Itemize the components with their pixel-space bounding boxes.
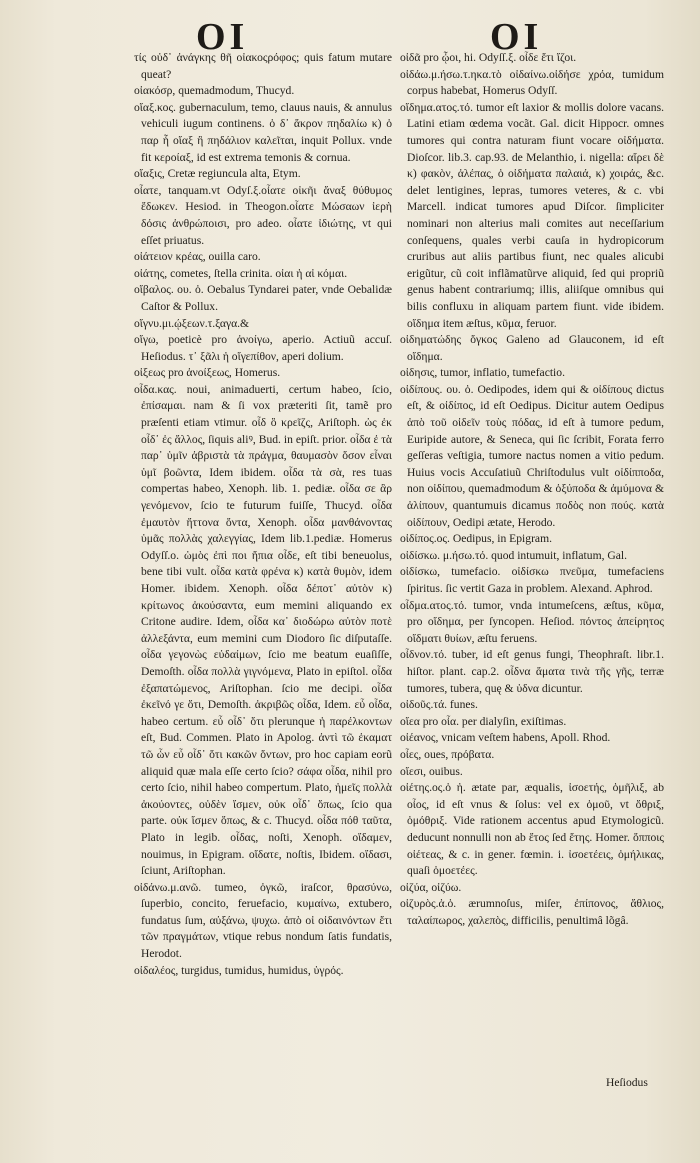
dictionary-entry: οἰδάω.μ.ήσω.τ.ηκα.τὸ οἰδαίνω.οἰδήσε χρόα, tumidum corpus habebat, Homerus Odyſſ. xyxy=(400,67,664,98)
dictionary-entry: οἴεσι, ouibus. xyxy=(400,764,463,778)
dictionary-entry: οἰξεως pro ἀνοίξεως, Homerus. xyxy=(134,366,281,380)
dictionary-entry: οἶδμα.ατος.τό. tumor, vnda intumeſcens, æſtus, κῦμα, pro οἴδημα, per ſyncopen. Heſiod. πόντος ἀπείρητος οἴδματι θυίων, æſtu feruens. xyxy=(400,598,664,645)
dictionary-entry: οἶδνον.τό. tuber, id eſt genus fungi, Theophraſt. libr.1. hiſtor. plant. cap.2. οἶδνα ἅματα τινὰ τῆς γῆς, terræ tumores, tubera, quę & ὑδνα dicuntur. xyxy=(400,648,664,695)
dictionary-entry: οἰδησις, tumor, inflatio, tumefactio. xyxy=(400,366,565,380)
dictionary-entry: οἰάτειον κρέας, ouilla caro. xyxy=(134,250,261,264)
dictionary-entry: οἰάτης, cometes, ſtella crinita. οἰαι ἡ αἱ κόμαι. xyxy=(134,266,348,280)
running-head-right: OI xyxy=(490,16,543,58)
dictionary-entry: οἶατε, tanquam.vt Odyſ.ξ.οἶατε οἰκῆι ἄναξ θύθυμος ἔδωκεν. Hesiod. in Theogon.οἶατε Μώσαων ἱερὴ δόσις ἀνθρώποισι, pro adeo. οἶατε ἰδιώτης, vt qui eſſet priuatus. xyxy=(134,183,392,247)
dictionary-entry: οἶδα.κας. noui, animaduerti, certum habeo, ſcio, ἐπίσαμαι. nam & ſi vox præteriti ſit, tamẽ pro præſenti etiam vtimur. οἶδ ὃ κρεῖζς, Ariſtoph. ὡς ἐκ οἶδ᾽ ἐς ἄλλος, ſiquis aliꝰ, Bud. in epiſt. prior. οἶδα ἐ τὰ παρ᾽ ὑμῖν ἀβριστὰ τὰ πράγμα, θαυμασὸν ὄσον εἶναι ὑμῖ βοῶντα, Idem ibidem. οἶδα τὰ σὰ, res tuas compertas habeo, Xenoph. lib. 1. pediæ. οἶδα σε ἂρ γενόμενον, ſcio te futurum fuiſſe, Thucyd. οἶδα ἐμαυτὸν ἤττονα ὄντα, Xenoph. οἶδα μανθάνοντας ὑμᾶς πολλὰς χαλεγγίας, Idem lib.1.pediæ. Homerus Odyſſ.ο. ὡμὸς ἐπὶ ποι ἤπια οἶδε, eſt tibi beneuolus, bene tibi vult. οἶδα κατὰ φρένα κ) κατὰ θυμὸν, idem Homer. ibidem. Xenoph. οἶδα δέποτ᾽ αὐτὸν κ) κρίτωνος ἀκούσαντα, eum memini aliquando ex Critone audire. Idem, οἶδα κα᾽ διοδώρω αὐτὸν ποτὲ ἀλλεξάντα, eum memini cum Diodoro ſic diſputaſſe. οἶδα γεγονὼς εὐδαίμων, ſcio me beatum euaſiſſe, Demoſth. οἶδα πολλὰ γιγνόμενα, Plato in epiſtol. οἶδα ἐξαπατώμενος, Ariſtophan. ſcio me decipi. οἶδα ἐκεῖνό γε ὅτι, Demoſth. ἀκριβῶς οἶδα, Idem. εὖ οἶδα, habeo certum. εὖ οἶδ᾽ ὅτι plerunque ἡ παρέλκοντων eſt, Bud. Commen. Plato in Apolog. ἀντὶ τῶ ἐκαματ τῶ ὧν εὖ οἶδ᾽ ὅτι κακῶν ὄντων, pro hoc capiam eorũ aliquid quæ mala eſſe certo ſcio? σάφα οἶδα, nihil pro certo ſcio, nihil habeo compertum. Plato, ἡμεῖς πολλὰ ἀκούοντες, οὐδὲν ἴσμεν, οὐκ οἶδ᾽ ὅπως, ſcio qua parte. οὐκ ἴσμεν ὅπως, & c. Thucyd. οἶδα πόθ ταῦτα, Plato in legib. οἶδας, noſti, Xenoph. οἴδαμεν, nouimus, in Epigram. οἴδατε, noſtis, Ibidem. οἴδασι, ſciunt, Ariſtophan. xyxy=(134,382,392,878)
dictionary-entry: οἰέτης.ος.ὁ ἡ. ætate par, æqualis, ἰσοετής, ὁμῆλιξ, ab οἶος, id eſt vnus & ſolus: vel ex ὁμοῦ, vt ὅθριξ, ὁμόθριξ. Vide rationem accentus apud Etymologicũ. deducunt nonnulli non ab ἔτος ſed ἔτης. Homer. ὅπποις οἰέτεας, & c. in gener. fœmin. i. ἰσοετέεις, ὁμήλικας, quaſi ὁμοετέες. xyxy=(400,781,664,878)
dictionary-entry: οἶες, oues, πρόβατα. xyxy=(400,747,495,761)
dictionary-entry: οἰζυρὸς.ἁ.ὁ. ærumnoſus, miſer, ἐπίπονος, ἄθλιος, ταλαίπωρος, χαλεπὸς, difficilis, penultimâ lõgâ. xyxy=(400,897,664,927)
dictionary-entry: οἰδᾶ pro ᾦοι, hi. Odyſſ.ξ. οἶδε ἔτι ἴζοι. xyxy=(400,51,577,64)
dictionary-entry: οἴεα pro οἶα. per dialyſin, exiſtimas. xyxy=(400,714,567,728)
dictionary-entry: οἴγνυ.μι.ῴξεων.τ.ξαγα.& xyxy=(134,316,250,330)
dictionary-entry: οἰδίπος.ος. Oedipus, in Epigram. xyxy=(400,532,552,546)
dictionary-entry: οἰακόσρ, quemadmodum, Thucyd. xyxy=(134,84,295,98)
dictionary-entry: οἴδημα.ατος.τό. tumor eſt laxior & mollis dolore vacans. Latini etiam œdema vocãt. Gal. dicit Hippocr. omnes tumores qui contra naturam fiunt vocare οἰδήματα. Dioſcor. lib.3. cap.93. de Melanthio, i. nigella: αἴρει δὲ κ) φακὸν, ἀλέπας, ὁ οἰδήματα παλαιά, κ) χοιράς, &c. delet lentigines, lepras, tumores veteres, & c. vbi Marcell. indicat tumores apud Diſcor. ſimpliciter nominari non alterius mali comites aut neceſſarium conſequens, quales verbi cauſa in hydropicorum cruribus aut aliis partibus fiunt, nec quales alicubi erigũtur, cũ coit inflãmatũrve aliquid, ſed qui propriũ genus habent contrariumq; illis, aliiſque omnibus qui bilis confluxu in aliquam partem fiunt. vide ibidem. οἴδημα item æſtus, κῦμα, feruor. xyxy=(400,100,664,330)
catchword: Heſiodus xyxy=(606,1076,648,1089)
dictionary-entry: οἰζύα, οἰζύω. xyxy=(400,880,462,894)
dictionary-entry: οἰδίπους. ου. ὁ. Oedipodes, idem qui & οἰδίπους dictus eſt, & οἰδίπος, id eſt Oedipus. Dicitur autem Oedipus ἀπὸ τοῦ οἰδεῖν τοὺς πόδας, id eſt à tumore pedum, Euripide autore, & Seneca, qui ſic ſcribit, Forata ferro geſſeras veſtigia, tumore nactus nomen a vitio pedum. Huius vocis Accuſatiuũ Chriſtodulus vult οἰδίπποδα, non οἰδίπου, quemadmodum & ὀξύποδα & ἀμύμονα & ἀλίπουν, quantumuis dicamus ποδὸς non πούς. κατὰ οἰδίπουν, Oedipi ætate, Herodo. xyxy=(400,382,664,529)
dictionary-entry: οἰδαλέος, turgidus, tumidus, humidus, ὑγρός. xyxy=(134,963,344,977)
left-column xyxy=(134,50,392,979)
dictionary-entry: οἴαξ.κος. gubernaculum, temo, clauus nauis, & annulus vehiculi iugum continens. ὁ δ᾽ ἄκρον πηδαλίω κ) ὁ παρ ἧ οἴαξ ἢ πηδάλιον καλεῖται, inquit Pollux. vnde fit κεροίαξ, id est extrema temonis & cornua. xyxy=(134,100,392,164)
dictionary-entry: οἰδάνω.μ.ανῶ. tumeo, ὀγκῶ, iraſcor, θρασύνω, ſuperbio, concito, feruefacio, κυμαίνω, extubero, fundatus ſum, αὐξάνω, ψυχω. ἀπὸ οἱ οἰδαινόντων ἔτι τῶν πραγμάτων, vtique rebus nondum ſatis fundatis, Herodot. xyxy=(134,880,392,961)
dictionary-entry: οἰδίσκω, tumefacio. οἰδίσκω πνεῦμα, tumefaciens ſpiritus. ſic vertit Gaza in problem. Alexand. Aphrod. xyxy=(400,565,664,595)
dictionary-entry: οἰδοῦς.τά. funes. xyxy=(400,698,478,712)
dictionary-entry: τίς οὐδ᾽ ἀνάγκης θῆ οἰακοςρόφος; quis fatum mutare queat? xyxy=(134,51,392,81)
dictionary-entry: οἰδηματώδης ὄγκος Galeno ad Glauconem, id eſt οἴδημα. xyxy=(400,333,664,363)
dictionary-entry: οἰδίσκω. μ.ήσω.τό. quod intumuit, inflatum, Gal. xyxy=(400,548,628,562)
running-head-left: OI xyxy=(196,16,249,58)
dictionary-entry: οἴγω, poeticè pro ἀνοίγω, aperio. Actiuũ accuſ. Heſiodus. τ᾽ ξᾶλι ἡ οἴγεπίθον, aperi dolium. xyxy=(134,333,392,363)
dictionary-entry: οἰέανος, vnicam veſtem habens, Apoll. Rhod. xyxy=(400,731,611,745)
dictionary-entry: οἴαξις, Cretæ regiuncula alta, Etym. xyxy=(134,167,301,181)
right-column xyxy=(400,50,664,929)
dictionary-entry: οἴβαλος. ου. ὁ. Oebalus Tyndarei pater, vnde Oebalidæ Caſtor & Pollux. xyxy=(134,283,392,313)
